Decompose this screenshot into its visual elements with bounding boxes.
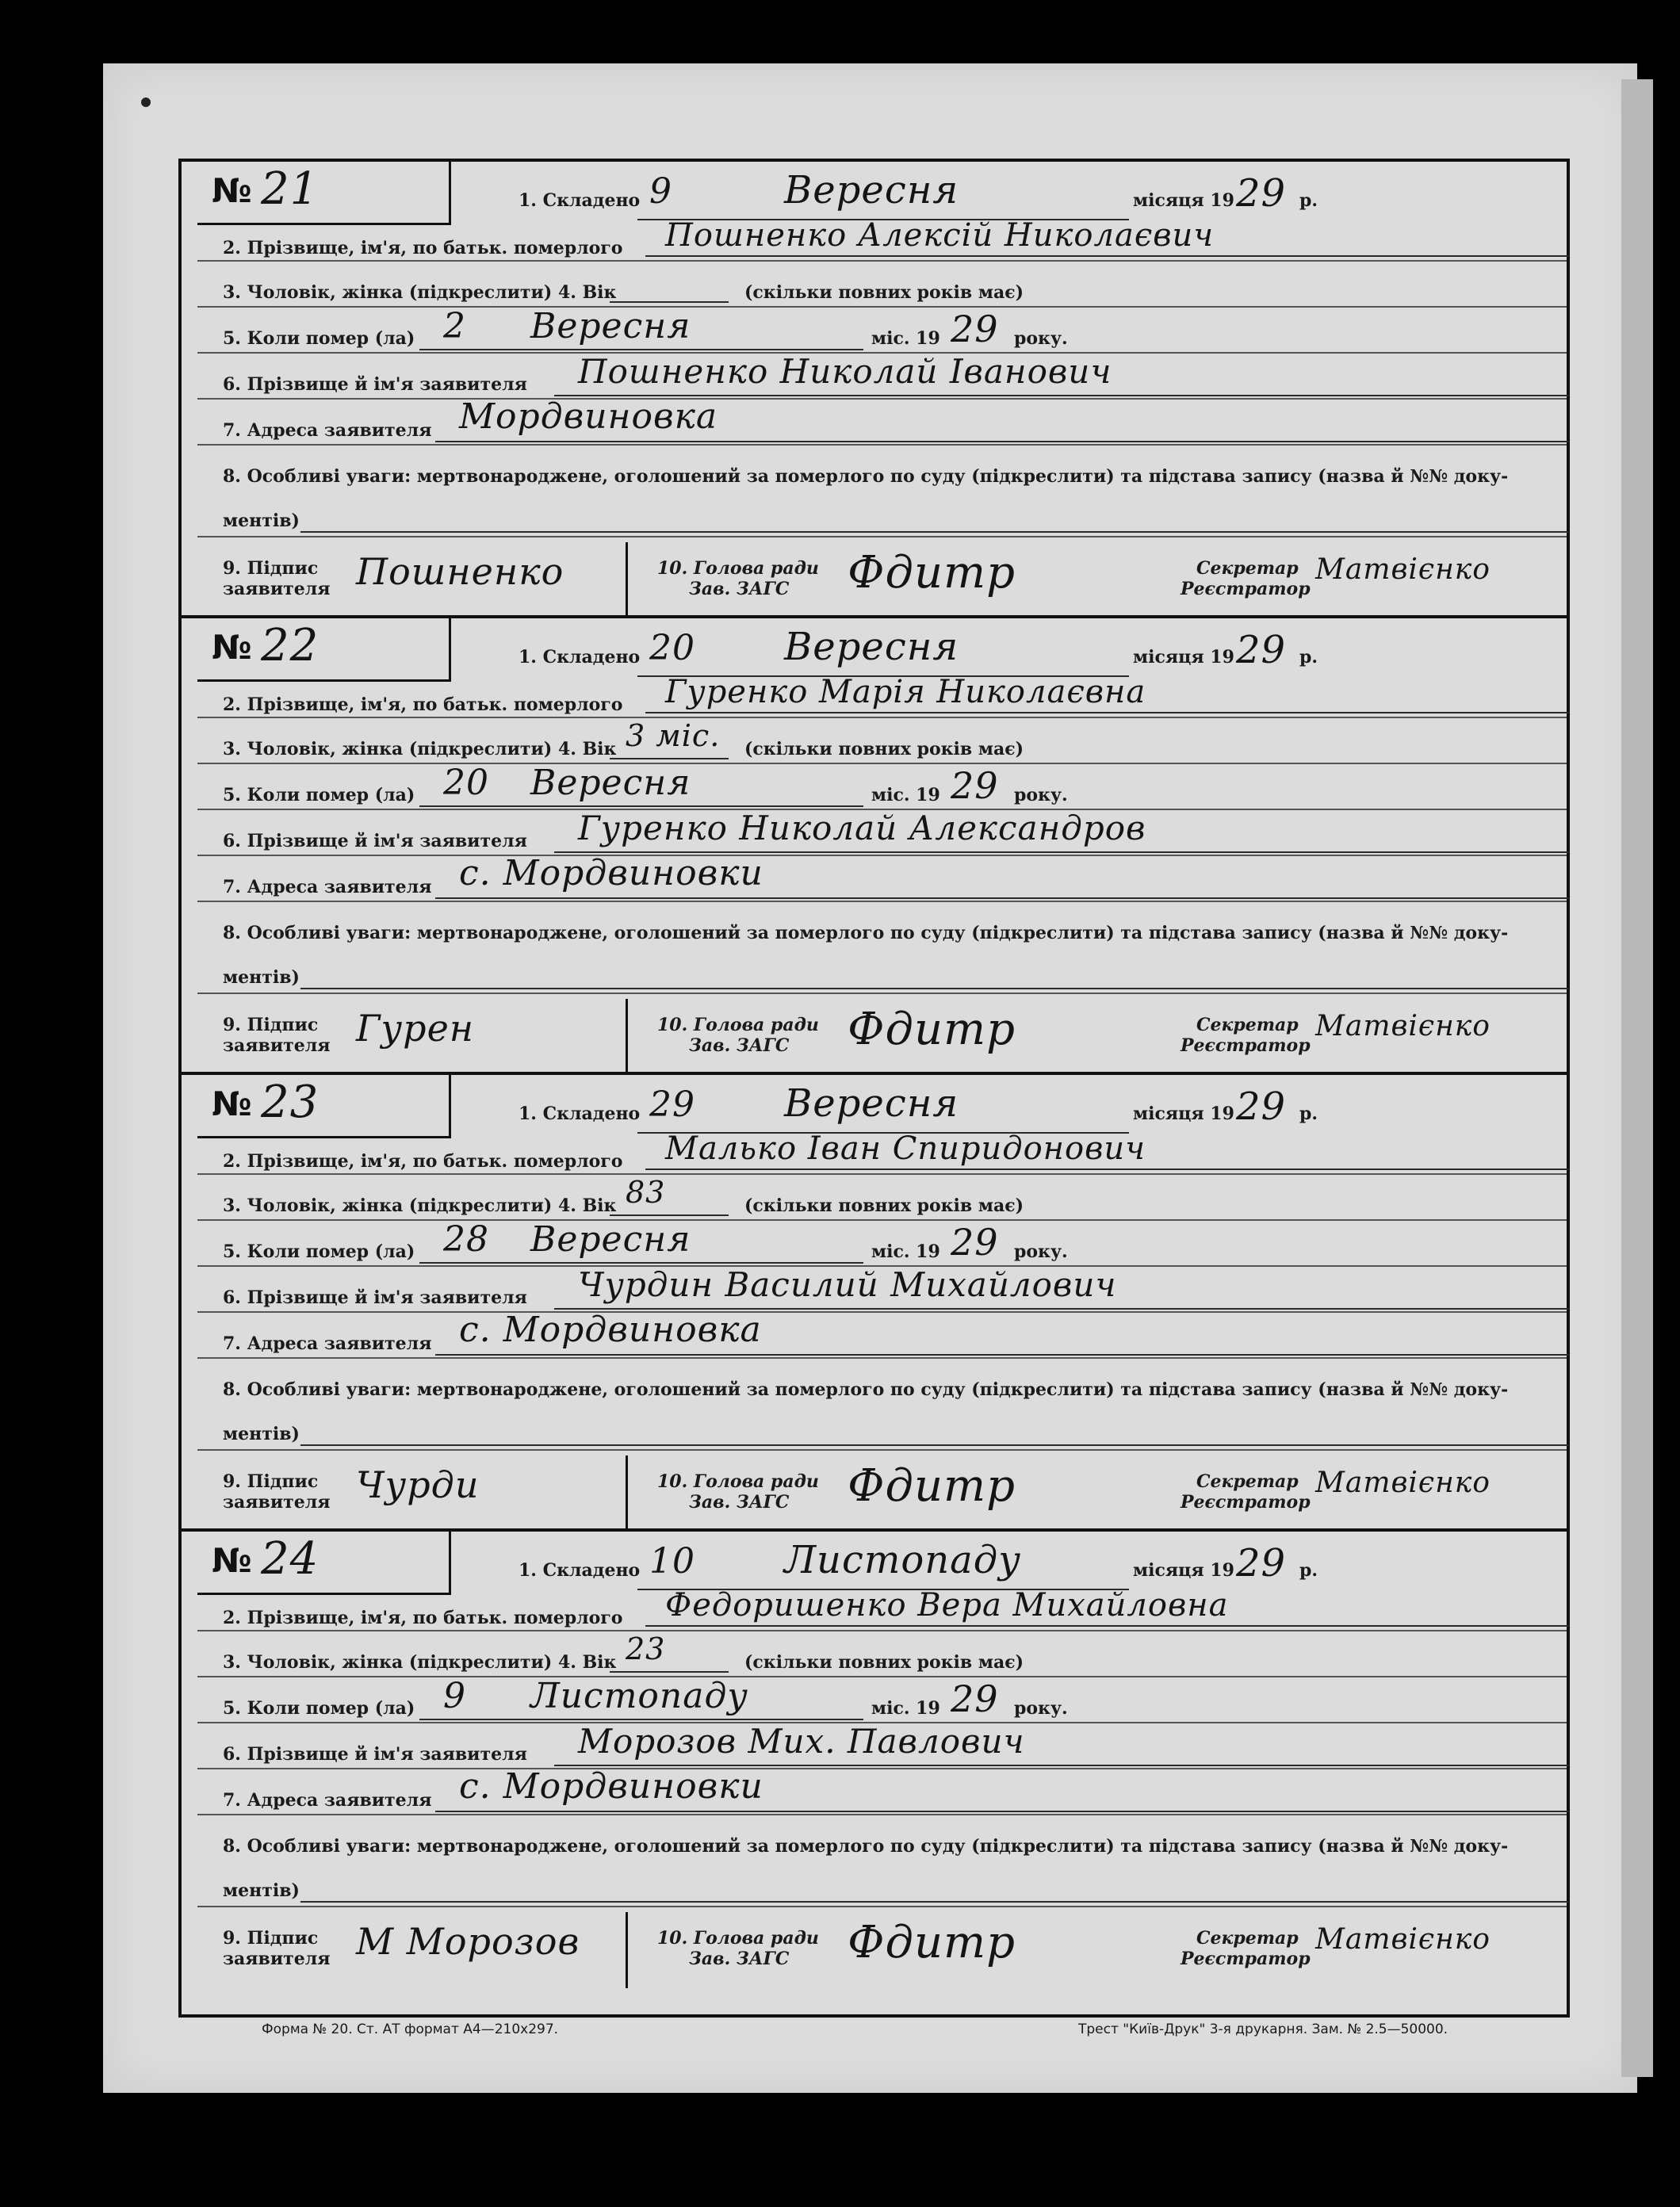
declarant-signature: Пошненко — [356, 550, 564, 593]
made-year: 29 — [1236, 171, 1287, 216]
declarant-address: с. Мордвиновка — [459, 1310, 762, 1350]
label-gender-age: 3. Чоловік, жінка (підкреслити) 4. Вік — [223, 1195, 617, 1216]
made-year: 29 — [1236, 1541, 1287, 1585]
writing-line — [300, 988, 1569, 989]
registrar-signature: Матвієнко — [1315, 1010, 1491, 1042]
death-month: Вересня — [530, 763, 691, 803]
number-sign: № — [212, 1084, 252, 1123]
number-sign: № — [212, 628, 252, 667]
record-number: 21 — [261, 163, 320, 215]
label-gender-age: 3. Чоловік, жінка (підкреслити) 4. Вік — [223, 1652, 617, 1673]
declarant-name: Морозов Мих. Павлович — [578, 1722, 1025, 1761]
record-24 — [182, 1532, 1567, 1988]
row-divider — [197, 536, 1567, 537]
row-divider — [197, 1311, 1567, 1313]
writing-line — [435, 441, 1569, 442]
death-day: 28 — [443, 1219, 489, 1260]
label-sign-declarant: заявителя — [223, 1949, 331, 1969]
record-number-box — [197, 1532, 451, 1595]
registrar-signature: Матвієнко — [1315, 1923, 1491, 1956]
label-head: 10. Голова ради — [657, 1471, 819, 1492]
label-month: місяця 19 — [1133, 1104, 1234, 1124]
label-month: місяця 19 — [1133, 1560, 1234, 1581]
record-number: 23 — [261, 1077, 320, 1128]
label-head: 10. Голова ради — [657, 1015, 819, 1035]
label-deceased: 2. Прізвище, ім'я, по батьк. померлого — [223, 1608, 623, 1628]
label-year-end: р. — [1299, 1104, 1318, 1124]
writing-line — [645, 1169, 1569, 1170]
label-registrar: Реєстратор — [1181, 1035, 1311, 1056]
label-sign-declarant: заявителя — [223, 1035, 331, 1056]
deceased-name: Малько Іван Спиридонович — [665, 1130, 1146, 1167]
declarant-name: Гуренко Николай Александров — [578, 809, 1146, 847]
writing-line — [435, 1811, 1569, 1812]
label-roku: року. — [1014, 328, 1068, 349]
label-roku: року. — [1014, 1241, 1068, 1262]
label-declarant: 6. Прізвище й ім'я заявителя — [223, 831, 527, 851]
death-day: 9 — [443, 1676, 466, 1716]
made-month: Вересня — [784, 168, 959, 212]
age-value: 23 — [626, 1631, 666, 1666]
writing-line — [610, 1214, 729, 1216]
deceased-name: Гуренко Марія Николаєвна — [665, 674, 1146, 710]
death-year: 29 — [951, 764, 999, 807]
writing-line — [419, 349, 863, 350]
label-sign: 9. Підпис — [223, 558, 319, 579]
declarant-signature: Гурен — [356, 1007, 475, 1050]
declarant-name: Пошненко Николай Іванович — [578, 352, 1112, 391]
declarant-address: Мордвиновка — [459, 396, 718, 437]
death-register-form — [178, 159, 1570, 2018]
writing-line — [300, 531, 1569, 533]
label-notes-cont: ментів) — [223, 967, 300, 988]
label-address: 7. Адреса заявителя — [223, 877, 432, 897]
label-died: 5. Коли помер (ла) — [223, 328, 415, 349]
row-divider — [197, 1768, 1567, 1769]
label-address: 7. Адреса заявителя — [223, 420, 432, 441]
label-sign: 9. Підпис — [223, 1928, 319, 1949]
row-divider — [197, 855, 1567, 856]
label-head: 10. Голова ради — [657, 1928, 819, 1949]
label-zags: Зав. ЗАГС — [689, 579, 790, 599]
writing-line — [645, 712, 1569, 713]
label-sign-declarant: заявителя — [223, 1492, 331, 1513]
record-22 — [182, 618, 1567, 1075]
made-day: 9 — [649, 171, 672, 212]
label-died: 5. Коли помер (ла) — [223, 1698, 415, 1719]
label-zags: Зав. ЗАГС — [689, 1949, 790, 1969]
label-registrar: Реєстратор — [1181, 1492, 1311, 1513]
made-month: Вересня — [784, 625, 959, 669]
label-notes: 8. Особливі уваги: мертвонароджене, оголошений за померлого по суду (підкреслити) та підстава запису (назва й №№ доку- — [223, 923, 1509, 943]
label-deceased: 2. Прізвище, ім'я, по батьк. померлого — [223, 1151, 623, 1172]
label-sign-declarant: заявителя — [223, 579, 331, 599]
signature-divider — [626, 1455, 628, 1532]
signature-divider — [626, 999, 628, 1075]
deceased-name: Федоришенко Вера Михайловна — [665, 1587, 1229, 1624]
number-sign: № — [212, 1541, 252, 1580]
made-year: 29 — [1236, 1084, 1287, 1129]
footer-printer: Трест "Київ-Друк" 3-я друкарня. Зам. № 2.5—50000. — [1078, 2021, 1448, 2037]
row-divider — [197, 1630, 1567, 1631]
footer-form-code: Форма № 20. Ст. АТ формат А4—210х297. — [262, 2021, 559, 2037]
label-notes-cont: ментів) — [223, 1880, 300, 1901]
record-21 — [182, 162, 1567, 618]
label-address: 7. Адреса заявителя — [223, 1790, 432, 1811]
writing-line — [645, 255, 1569, 257]
deceased-name: Пошненко Алексій Николаєвич — [665, 217, 1215, 254]
label-age-note: (скільки повних років має) — [744, 739, 1024, 759]
made-month: Вересня — [784, 1081, 959, 1126]
made-year: 29 — [1236, 628, 1287, 672]
row-divider — [197, 398, 1567, 400]
head-signature: Фдитр — [848, 1460, 1016, 1512]
death-month: Вересня — [530, 306, 691, 346]
label-year-end: р. — [1299, 1560, 1318, 1581]
made-month: Листопаду — [784, 1538, 1022, 1582]
record-number-box — [197, 162, 451, 225]
label-age-note: (скільки повних років має) — [744, 1652, 1024, 1673]
row-divider — [197, 763, 1567, 764]
label-roku: року. — [1014, 1698, 1068, 1719]
head-signature: Фдитр — [848, 1917, 1016, 1968]
declarant-address: с. Мордвиновки — [459, 1766, 763, 1807]
label-gender-age: 3. Чоловік, жінка (підкреслити) 4. Вік — [223, 739, 617, 759]
paper-edge — [1621, 79, 1653, 2077]
label-secretary: Секретар — [1196, 1015, 1299, 1035]
death-year: 29 — [951, 308, 999, 350]
label-made: 1. Складено — [519, 1104, 641, 1124]
row-divider — [197, 444, 1567, 446]
label-gender-age: 3. Чоловік, жінка (підкреслити) 4. Вік — [223, 282, 617, 303]
row-divider — [197, 1173, 1567, 1175]
label-year-end: р. — [1299, 647, 1318, 667]
record-number-box — [197, 618, 451, 682]
made-day: 20 — [649, 628, 695, 668]
label-secretary: Секретар — [1196, 558, 1299, 579]
age-value: 3 міс. — [626, 718, 721, 753]
declarant-signature: М Морозов — [356, 1920, 580, 1963]
row-divider — [197, 993, 1567, 994]
writing-line — [610, 758, 729, 759]
writing-line — [300, 1901, 1569, 1903]
signature-divider — [626, 1912, 628, 1988]
signature-divider — [626, 542, 628, 618]
label-notes: 8. Особливі уваги: мертвонароджене, оголошений за померлого по суду (підкреслити) та підстава запису (назва й №№ доку- — [223, 1379, 1509, 1400]
death-day: 20 — [443, 763, 489, 803]
label-registrar: Реєстратор — [1181, 579, 1311, 599]
writing-line — [419, 1719, 863, 1720]
writing-line — [419, 805, 863, 807]
head-signature: Фдитр — [848, 1004, 1016, 1055]
label-head: 10. Голова ради — [657, 558, 819, 579]
row-divider — [197, 1814, 1567, 1815]
death-year: 29 — [951, 1677, 999, 1720]
label-secretary: Секретар — [1196, 1928, 1299, 1949]
declarant-address: с. Мордвиновки — [459, 853, 763, 893]
label-mis: міс. 19 — [871, 1698, 940, 1719]
registrar-signature: Матвієнко — [1315, 1467, 1491, 1499]
writing-line — [645, 1625, 1569, 1627]
age-value: 83 — [626, 1175, 666, 1210]
row-divider — [197, 1906, 1567, 1907]
label-secretary: Секретар — [1196, 1471, 1299, 1492]
row-divider — [197, 260, 1567, 262]
row-divider — [197, 717, 1567, 718]
made-day: 10 — [649, 1541, 695, 1582]
head-signature: Фдитр — [848, 547, 1016, 599]
declarant-signature: Чурди — [356, 1463, 480, 1506]
writing-line — [419, 1262, 863, 1264]
death-year: 29 — [951, 1221, 999, 1264]
label-roku: року. — [1014, 785, 1068, 805]
row-divider — [197, 1357, 1567, 1359]
death-month: Листопаду — [530, 1676, 748, 1716]
label-notes-cont: ментів) — [223, 1424, 300, 1444]
label-made: 1. Складено — [519, 190, 641, 211]
number-sign: № — [212, 171, 252, 210]
label-deceased: 2. Прізвище, ім'я, по батьк. померлого — [223, 238, 623, 258]
label-mis: міс. 19 — [871, 785, 940, 805]
label-declarant: 6. Прізвище й ім'я заявителя — [223, 1744, 527, 1765]
label-month: місяця 19 — [1133, 190, 1234, 211]
label-made: 1. Складено — [519, 647, 641, 667]
death-day: 2 — [443, 306, 466, 346]
label-made: 1. Складено — [519, 1560, 641, 1581]
row-divider — [197, 1219, 1567, 1221]
label-notes: 8. Особливі уваги: мертвонароджене, оголошений за померлого по суду (підкреслити) та підстава запису (назва й №№ доку- — [223, 466, 1509, 487]
label-zags: Зав. ЗАГС — [689, 1035, 790, 1056]
label-age-note: (скільки повних років має) — [744, 282, 1024, 303]
label-zags: Зав. ЗАГС — [689, 1492, 790, 1513]
writing-line — [610, 1671, 729, 1673]
record-number: 24 — [261, 1533, 320, 1585]
label-sign: 9. Підпис — [223, 1015, 319, 1035]
label-mis: міс. 19 — [871, 328, 940, 349]
label-deceased: 2. Прізвище, ім'я, по батьк. померлого — [223, 694, 623, 715]
record-number: 22 — [261, 620, 320, 671]
declarant-name: Чурдин Василий Михайлович — [578, 1265, 1117, 1304]
label-address: 7. Адреса заявителя — [223, 1333, 432, 1354]
death-month: Вересня — [530, 1219, 691, 1260]
label-died: 5. Коли помер (ла) — [223, 785, 415, 805]
record-23 — [182, 1075, 1567, 1532]
record-number-box — [197, 1075, 451, 1138]
row-divider — [197, 1449, 1567, 1451]
label-registrar: Реєстратор — [1181, 1949, 1311, 1969]
label-month: місяця 19 — [1133, 647, 1234, 667]
writing-line — [435, 1354, 1569, 1356]
label-declarant: 6. Прізвище й ім'я заявителя — [223, 374, 527, 395]
label-declarant: 6. Прізвище й ім'я заявителя — [223, 1287, 527, 1308]
row-divider — [197, 1676, 1567, 1677]
label-age-note: (скільки повних років має) — [744, 1195, 1024, 1216]
registrar-signature: Матвієнко — [1315, 553, 1491, 586]
row-divider — [197, 306, 1567, 308]
label-notes: 8. Особливі уваги: мертвонароджене, оголошений за померлого по суду (підкреслити) та підстава запису (назва й №№ доку- — [223, 1836, 1509, 1857]
label-died: 5. Коли помер (ла) — [223, 1241, 415, 1262]
binding-hole — [141, 98, 151, 107]
label-sign: 9. Підпис — [223, 1471, 319, 1492]
label-notes-cont: ментів) — [223, 511, 300, 531]
made-day: 29 — [649, 1084, 695, 1125]
writing-line — [300, 1444, 1569, 1446]
label-mis: міс. 19 — [871, 1241, 940, 1262]
writing-line — [435, 897, 1569, 899]
writing-line — [610, 301, 729, 303]
row-divider — [197, 901, 1567, 902]
label-year-end: р. — [1299, 190, 1318, 211]
